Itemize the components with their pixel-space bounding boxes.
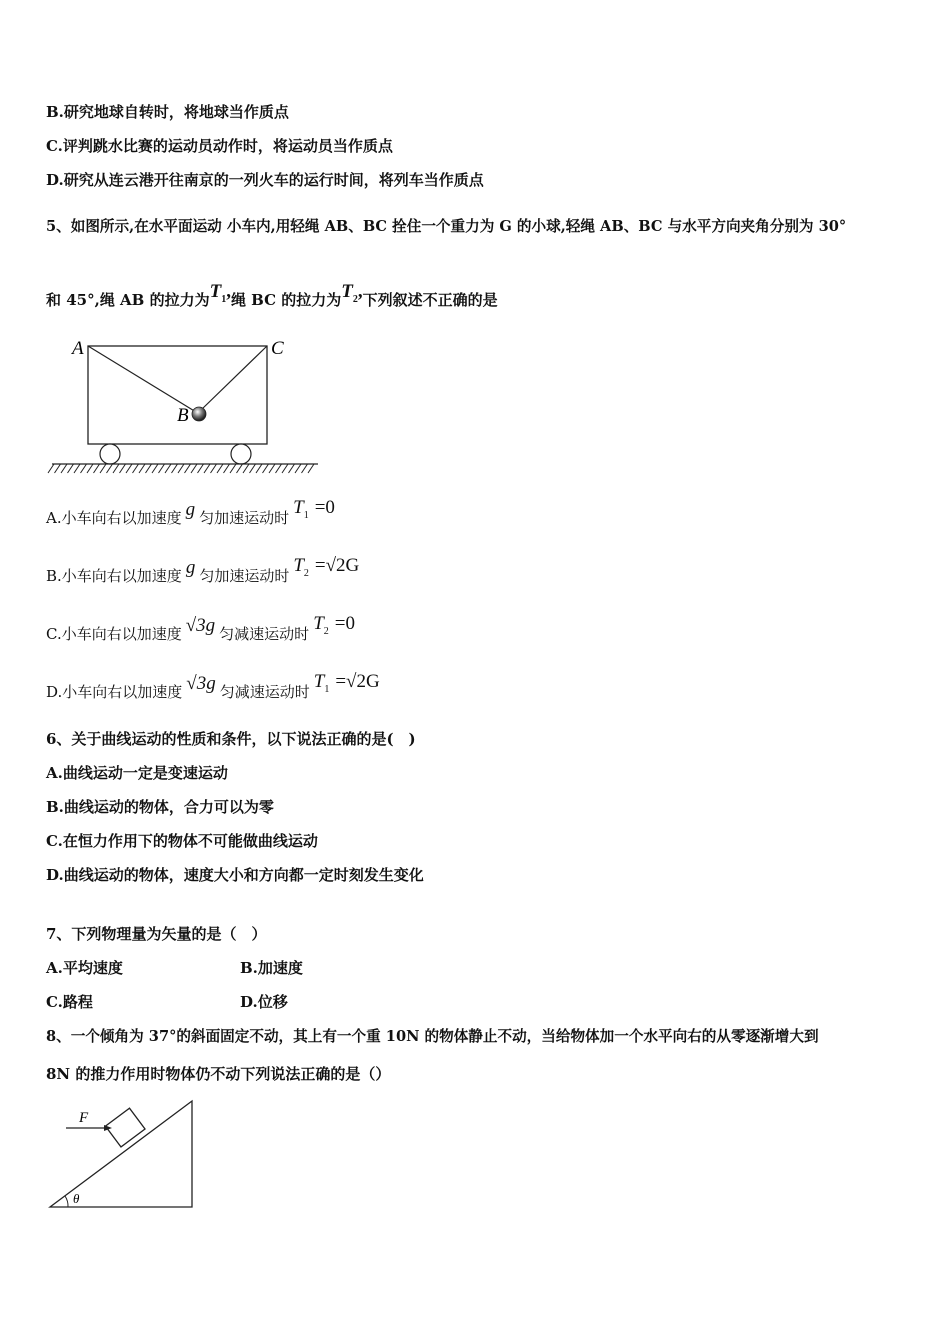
t-subscript: 1 [303,509,309,521]
acceleration-value: g [185,557,196,578]
q5-option-b [46,555,360,594]
option-text: 位移 [257,993,288,1011]
q6-option-a [46,763,228,783]
option-text: 平均速度 [62,959,123,977]
option-label: B. [46,798,64,816]
option-label: D. [46,683,63,701]
option-text: 评判跳水比赛的运动员动作时，将运动员当作质点 [62,137,393,155]
option-text: 匀加速运动时 [199,567,290,585]
hatch-mark [263,464,269,473]
hatch-mark [48,464,54,473]
q5-stem-text-b: 绳 BC 的拉力为 [230,291,342,309]
option-label: A. [46,509,62,527]
t2-symbol [341,281,363,305]
option-label: B. [46,103,64,121]
label-c: C [271,338,284,359]
q4-option-d [46,170,484,190]
option-label: C. [46,993,63,1011]
hatch-mark [269,464,275,473]
comma: , [357,281,363,302]
hatch-mark [204,464,210,473]
q6-option-d [46,865,424,885]
q5-stem-line2 [46,281,498,318]
acceleration-value: √3g [186,673,216,694]
hatch-mark [107,464,113,473]
hatch-mark [295,464,301,473]
hatch-mark [100,464,106,473]
q7-option-c [46,992,93,1012]
hatch-mark [230,464,236,473]
t-letter: T [313,671,325,692]
hatch-mark [302,464,308,473]
tension-value: =0 [334,613,355,634]
option-text: 小车向右以加速度 [61,567,182,585]
t-subscript: 1 [221,293,227,305]
t-letter: T [313,613,324,634]
angle-arc [65,1196,68,1207]
cart-body [88,346,267,444]
option-label: D. [240,993,258,1011]
t-letter: T [293,555,304,576]
q6-option-c [46,831,318,851]
tension-expression [293,555,360,579]
q5-cart-figure [46,334,326,476]
hatch-mark [133,464,139,473]
label-b: B [177,405,189,426]
ball [192,407,206,421]
t-subscript: 1 [324,683,330,695]
hatch-mark [146,464,152,473]
hatch-mark [68,464,74,473]
option-text: 曲线运动的物体，合力可以为零 [63,798,274,816]
tension-expression [293,497,335,521]
hatch-mark [237,464,243,473]
hatch-mark [282,464,288,473]
label-theta: θ [73,1191,80,1206]
t-subscript: 2 [352,293,358,305]
hatch-mark [211,464,217,473]
t1-symbol [209,281,231,305]
q5-option-a [46,497,335,536]
hatch-mark [159,464,165,473]
t-letter: T [209,281,222,302]
option-label: C. [46,137,63,155]
q5-option-d [46,671,380,710]
hatch-mark [81,464,87,473]
option-text: 小车向右以加速度 [61,625,182,643]
q8-stem-line1: 8、一个倾角为 37°的斜面固定不动，其上有一个重 10N 的物体静止不动，当给物体加一个水平向右的从零逐渐增大到 [46,1028,819,1045]
hatch-mark [243,464,249,473]
hatch-mark [250,464,256,473]
q8-incline-figure [46,1094,206,1214]
q7-option-b [240,958,303,978]
hatch-mark [256,464,262,473]
t-subscript: 2 [323,625,329,637]
option-text: 小车向右以加速度 [61,509,182,527]
hatch-mark [165,464,171,473]
hatch-mark [172,464,178,473]
option-label: C. [46,832,63,850]
q4-option-b [46,102,289,122]
option-text: 在恒力作用下的物体不可能做曲线运动 [62,832,318,850]
hatch-mark [185,464,191,473]
option-text: 研究地球自转时，将地球当作质点 [63,103,289,121]
hatch-mark [191,464,197,473]
hatch-mark [94,464,100,473]
hatch-mark [74,464,80,473]
q4-option-c [46,136,393,156]
hatch-mark [152,464,158,473]
rope-bc [201,346,267,410]
t-subscript: 2 [303,567,309,579]
hatch-mark [178,464,184,473]
option-text: 曲线运动的物体，速度大小和方向都一定时刻发生变化 [63,866,424,884]
q5-stem-text-a: 和 45°,绳 AB 的拉力为 [46,291,210,309]
acceleration-value: √3g [185,615,216,636]
option-text: 匀减速运动时 [219,683,310,701]
option-label: B. [46,567,62,585]
tension-value: =√2G [335,671,380,692]
t-letter: T [341,281,353,302]
hatch-mark [61,464,67,473]
option-label: A. [46,959,63,977]
option-text: 路程 [62,993,93,1011]
option-label: A. [46,764,63,782]
ground-hatching [48,464,314,473]
option-text: 小车向右以加速度 [62,683,183,701]
hatch-mark [308,464,314,473]
q5-option-c [46,613,355,652]
tension-value: =0 [314,497,335,518]
tension-expression [313,613,355,637]
rope-ab [88,346,196,412]
q6-option-b [46,797,274,817]
hatch-mark [198,464,204,473]
acceleration-value: g [185,499,196,520]
hatch-mark [120,464,126,473]
hatch-mark [87,464,93,473]
option-label: D. [46,866,64,884]
hatch-mark [289,464,295,473]
option-label: C. [46,625,62,643]
option-text: 研究从连云港开往南京的一列火车的运行时间，将列车当作质点 [63,171,484,189]
tension-expression [313,671,380,695]
hatch-mark [224,464,230,473]
tension-value: =√2G [314,555,360,576]
q7-option-d [240,992,288,1012]
hatch-mark [139,464,145,473]
label-f: F [79,1110,89,1126]
option-text: 曲线运动一定是变速运动 [62,764,228,782]
q6-stem: 6、关于曲线运动的性质和条件，以下说法正确的是( ) [46,730,416,748]
option-label: B. [240,959,258,977]
q5-stem-line1: 5、如图所示,在水平面运动 小车内,用轻绳 AB、BC 拴住一个重力为 G 的小球,轻绳 AB、BC 与水平方向夹角分别为 30° [46,218,847,235]
hatch-mark [126,464,132,473]
wheel-right [231,444,251,464]
hatch-mark [276,464,282,473]
comma: , [226,281,231,302]
label-a: A [72,338,84,359]
option-text: 加速度 [257,959,303,977]
q7-option-a [46,958,123,978]
q7-stem: 7、下列物理量为矢量的是（ ） [46,925,267,943]
hatch-mark [217,464,223,473]
q8-stem-line2: 8N 的推力作用时物体仍不动下列说法正确的是（） [46,1065,391,1083]
hatch-mark [55,464,61,473]
t-letter: T [293,497,304,518]
option-text: 匀减速运动时 [219,625,310,643]
hatch-mark [113,464,119,473]
option-label: D. [46,171,64,189]
wheel-left [100,444,120,464]
q5-stem-text-c: 下列叙述不正确的是 [362,291,498,309]
option-text: 匀加速运动时 [199,509,290,527]
